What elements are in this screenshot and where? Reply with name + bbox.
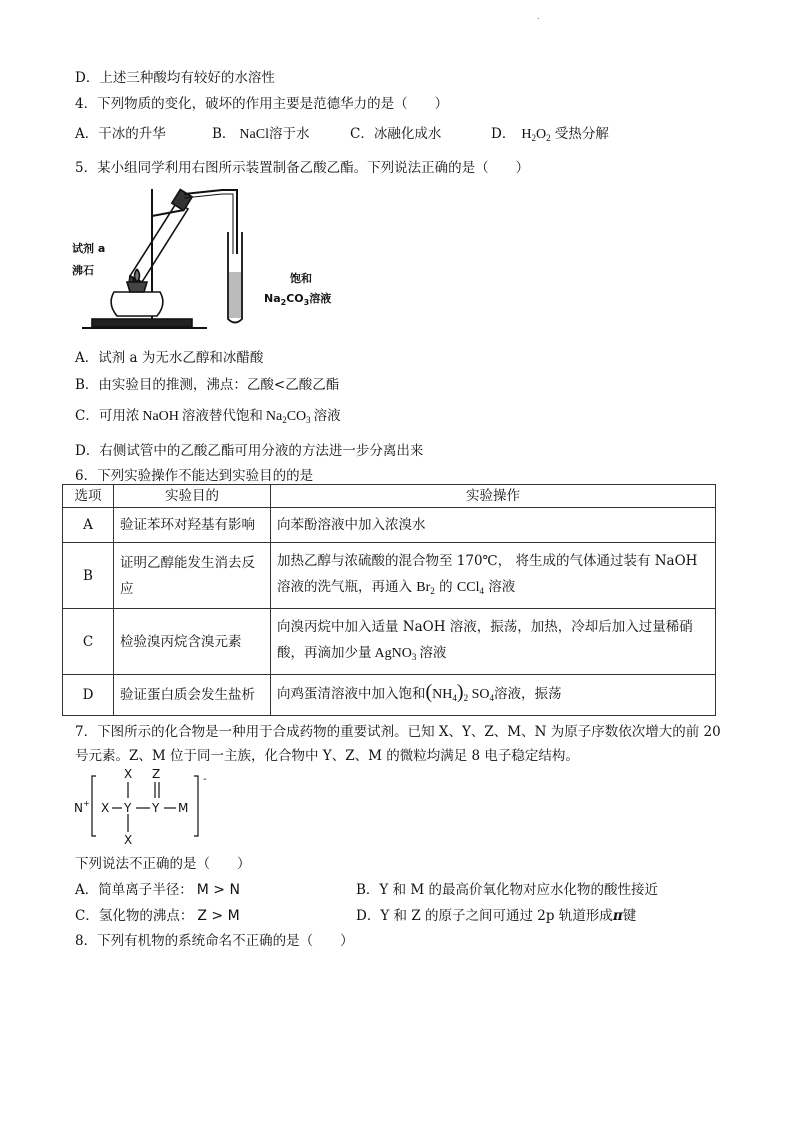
svg-text:X: X: [124, 833, 133, 847]
label-na2co3-solution: $Na_2CO_3$溶液: [264, 292, 332, 307]
q4-option-b: B． NaCl溶于水: [212, 126, 310, 142]
esterification-apparatus-figure: [72, 184, 352, 332]
q5-stem: 5．某小组同学利用右图所示装置制备乙酸乙酯。下列说法正确的是（ ）: [75, 160, 530, 176]
q4-option-a: A．干冰的升华: [75, 126, 166, 142]
q5-option-c: C．可用浓 NaOH 溶液替代饱和 $Na_2CO_3$ 溶液: [75, 408, 341, 425]
svg-text:X: X: [124, 768, 133, 781]
q4-options: [75, 122, 715, 142]
svg-text:Y: Y: [124, 801, 132, 815]
svg-text:X: X: [101, 801, 110, 815]
svg-text:Z: Z: [152, 768, 161, 781]
q7-option-a: A．简单离子半径： M > N: [75, 882, 240, 898]
table-header-row: [63, 485, 716, 508]
q7-options-ab: [75, 878, 715, 898]
svg-text:N: N: [74, 801, 83, 815]
nacl-formula: NaCl: [239, 127, 269, 142]
q5-option-b: B．由实验目的推测，沸点：乙酸<乙酸乙酯: [75, 377, 340, 393]
q5-option-a: A．试剂 a 为无水乙醇和冰醋酸: [75, 350, 264, 366]
q4-option-c: C．冰融化成水: [350, 126, 442, 142]
table-row: D 验证蛋白质会发生盐析 向鸡蛋清溶液中加入饱和$(NH_4)_2$ $SO_4$溶液，振荡: [63, 675, 716, 716]
q4-stem: 4．下列物质的变化，破坏的作用主要是范德华力的是（ ）: [75, 96, 449, 112]
q7-stem-line1: 7．下图所示的化合物是一种用于合成药物的重要试剂。已知 X、Y、Z、M、N 为原子序数依次增大的前 20: [75, 724, 721, 740]
svg-text:M: M: [178, 801, 189, 815]
compound-structure-figure: [72, 768, 212, 848]
label-saturated: 饱和: [290, 272, 312, 285]
q7-options-cd: [75, 904, 715, 924]
corner-mark: .: [537, 12, 540, 21]
label-boiling-stone: 沸石: [72, 264, 94, 277]
table-row: B 证明乙醇能发生消去反应 加热乙醇与浓硫酸的混合物至 170℃， 将生成的气体通过装有 NaOH 溶液的洗气瓶，再通入 $Br_2$ 的 CCl$_4$ 溶液: [63, 543, 716, 609]
header-option: 选项: [63, 485, 114, 508]
q5-option-d: D．右侧试管中的乙酸乙酯可用分液的方法进一步分离出来: [75, 443, 424, 459]
q7-option-b: B．Y 和 M 的最高价氧化物对应水化物的酸性接近: [356, 882, 659, 898]
q8-stem: 8．下列有机物的系统命名不正确的是（ ）: [75, 933, 354, 949]
table-row: C 检验溴丙烷含溴元素 向溴丙烷中加入适量 NaOH 溶液，振荡，加热，冷却后加入过量稀硝 酸，再滴加少量 AgNO$_3$ 溶液: [63, 609, 716, 675]
q7-stem-line2: 号元素。Z、M 位于同一主族，化合物中 Y、Z、M 的微粒均满足 8 电子稳定结构。: [75, 748, 579, 764]
q7-option-d: D．Y 和 Z 的原子之间可通过 2p 轨道形成π键: [356, 908, 637, 924]
q7-option-c: C．氢化物的沸点： Z > M: [75, 908, 240, 924]
svg-text:+: +: [83, 799, 90, 808]
q4-option-d: D． $H_2O_2$ 受热分解: [491, 126, 609, 143]
header-goal: 实验目的: [114, 485, 271, 508]
svg-text:-: -: [203, 774, 207, 785]
svg-text:Y: Y: [152, 801, 160, 815]
q3-option-d: D．上述三种酸均有较好的水溶性: [75, 70, 275, 86]
header-operation: 实验操作: [271, 485, 716, 508]
label-reagent-a: 试剂 a: [72, 242, 106, 255]
table-row: A 验证苯环对羟基有影响 向苯酚溶液中加入浓溴水: [63, 508, 716, 543]
q7-question: 下列说法不正确的是（ ）: [75, 856, 251, 872]
experiment-table: [62, 484, 716, 716]
q6-stem: 6．下列实验操作不能达到实验目的的是: [75, 468, 314, 484]
